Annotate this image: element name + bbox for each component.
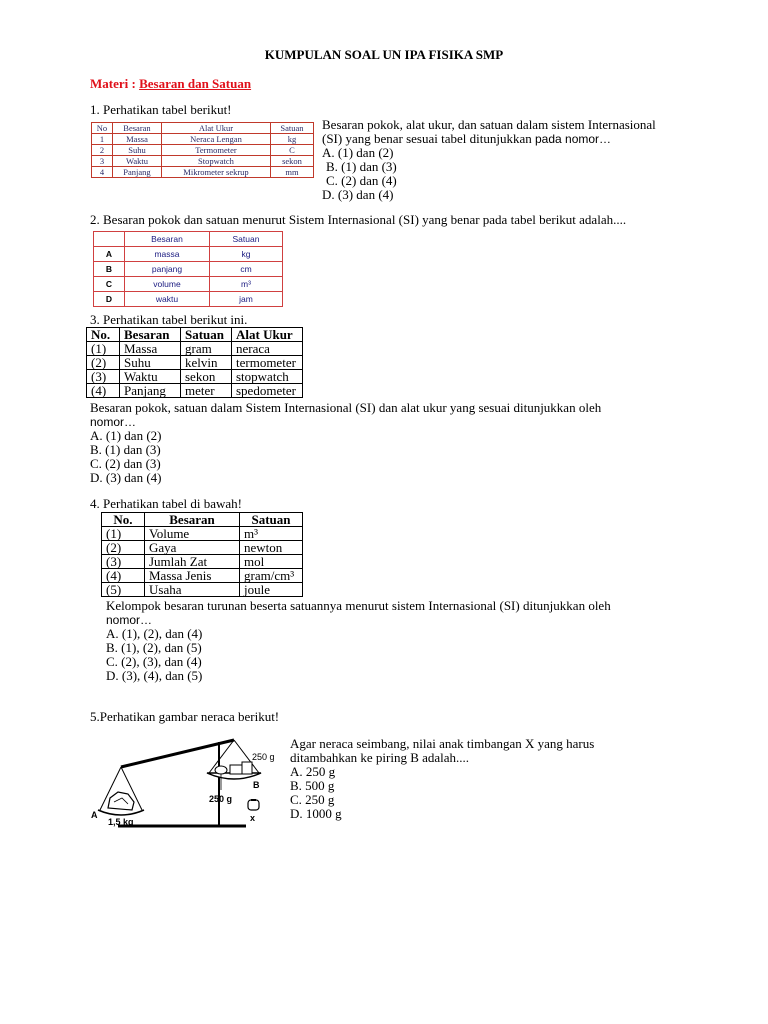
weight-x-icon	[248, 800, 259, 810]
label-a: A	[91, 810, 98, 820]
label-250g-bottom: 250 g	[209, 794, 233, 804]
table-cell: Suhu	[113, 145, 162, 156]
q3-prompt: 3. Perhatikan tabel berikut ini.	[90, 312, 248, 327]
table-cell: (5)	[102, 583, 145, 597]
table-header-cell: Besaran	[145, 513, 240, 527]
q4-option-c: C. (2), (3), dan (4)	[106, 654, 202, 669]
table-cell: jam	[210, 292, 283, 307]
table-cell: gram/cm³	[240, 569, 303, 583]
table-cell: Panjang	[113, 167, 162, 178]
table-header-row	[92, 123, 314, 134]
q5-option-c: C. 250 g	[290, 792, 335, 807]
table-cell: Waktu	[120, 370, 181, 384]
table-cell: meter	[181, 384, 232, 398]
weight-icon	[242, 762, 252, 774]
table-cell: massa	[125, 247, 210, 262]
table-cell: Massa	[113, 134, 162, 145]
table-row	[87, 342, 303, 356]
table-cell: (1)	[87, 342, 120, 356]
left-pan	[98, 810, 144, 815]
q4-option-a: A. (1), (2), dan (4)	[106, 626, 203, 641]
table-cell: Massa Jenis	[145, 569, 240, 583]
q2-prompt: 2. Besaran pokok dan satuan menurut Sistem Internasional (SI) yang benar pada tabel berikut adalah....	[90, 212, 627, 227]
table-row	[102, 541, 303, 555]
table-cell: spedometer	[232, 384, 303, 398]
q3-option-a: A. (1) dan (2)	[90, 428, 162, 443]
table-cell: Waktu	[113, 156, 162, 167]
table-header-row	[87, 328, 303, 342]
table-row	[87, 370, 303, 384]
table-row	[87, 384, 303, 398]
table-header-cell: Besaran	[125, 232, 210, 247]
q3-option-c: C. (2) dan (3)	[90, 456, 161, 471]
table-header-cell: No	[92, 123, 113, 134]
label-x: x	[250, 813, 256, 823]
table-cell: (3)	[102, 555, 145, 569]
q1-option-c: C. (2) dan (4)	[326, 173, 397, 188]
q2-table	[93, 231, 283, 307]
q5-prompt: 5.Perhatikan gambar neraca berikut!	[90, 709, 280, 724]
table-cell: stopwatch	[232, 370, 303, 384]
table-row	[92, 145, 314, 156]
table-cell: Panjang	[120, 384, 181, 398]
table-cell: (1)	[102, 527, 145, 541]
q4-table	[101, 512, 303, 597]
q4-option-b: B. (1), (2), dan (5)	[106, 640, 202, 655]
table-cell: waktu	[125, 292, 210, 307]
materi-topic: Besaran dan Satuan	[139, 76, 252, 91]
table-cell: sekon	[271, 156, 314, 167]
table-cell: Massa	[120, 342, 181, 356]
table-header-cell: Satuan	[181, 328, 232, 342]
q3-text-line-1: Besaran pokok, satuan dalam Sistem Internasional (SI) dan alat ukur yang sesuai ditunjukkan oleh	[90, 400, 602, 415]
q5-option-b: B. 500 g	[290, 778, 335, 793]
table-cell: A	[94, 247, 125, 262]
table-cell: 1	[92, 134, 113, 145]
q5-text-line-2: ditambahkan ke piring B adalah....	[290, 750, 470, 765]
table-row	[94, 292, 283, 307]
table-cell: 3	[92, 156, 113, 167]
table-header-cell: Alat Ukur	[232, 328, 303, 342]
table-cell: mol	[240, 555, 303, 569]
page-title: KUMPULAN SOAL UN IPA FISIKA SMP	[264, 47, 504, 62]
table-cell: Usaha	[145, 583, 240, 597]
label-b: B	[253, 780, 260, 790]
table-cell: (2)	[87, 356, 120, 370]
table-row	[92, 134, 314, 145]
table-cell: joule	[240, 583, 303, 597]
table-row	[87, 356, 303, 370]
table-header-cell: Satuan	[210, 232, 283, 247]
table-cell: B	[94, 262, 125, 277]
weight-icon	[215, 766, 227, 774]
table-cell: C	[94, 277, 125, 292]
q5-option-d: D. 1000 g	[290, 806, 342, 821]
q1-text-line-1: Besaran pokok, alat ukur, dan satuan dalam sistem Internasional	[322, 117, 656, 132]
table-header-cell: Besaran	[120, 328, 181, 342]
table-cell: Termometer	[162, 145, 271, 156]
table-cell: termometer	[232, 356, 303, 370]
table-cell: m³	[240, 527, 303, 541]
table-header-cell	[94, 232, 125, 247]
table-cell: (3)	[87, 370, 120, 384]
q5-option-a: A. 250 g	[290, 764, 336, 779]
table-header-cell: Besaran	[113, 123, 162, 134]
table-cell: Jumlah Zat	[145, 555, 240, 569]
q5-text-line-1: Agar neraca seimbang, nilai anak timbangan X yang harus	[290, 736, 595, 751]
table-cell: Volume	[145, 527, 240, 541]
q1-text-part: pada nomor…	[535, 132, 612, 146]
table-cell: (4)	[102, 569, 145, 583]
table-row	[102, 569, 303, 583]
table-row	[92, 167, 314, 178]
table-row	[102, 555, 303, 569]
table-row	[92, 156, 314, 167]
table-cell: 2	[92, 145, 113, 156]
table-cell: neraca	[232, 342, 303, 356]
weight-icon	[230, 765, 242, 774]
table-header-cell: No.	[87, 328, 120, 342]
table-cell: Neraca Lengan	[162, 134, 271, 145]
table-row	[94, 277, 283, 292]
table-cell: volume	[125, 277, 210, 292]
rock-icon	[108, 792, 134, 810]
table-row	[94, 247, 283, 262]
table-header-cell: No.	[102, 513, 145, 527]
table-cell: C	[271, 145, 314, 156]
label-1-5kg: 1,5 kg	[108, 817, 134, 827]
q3-option-b: B. (1) dan (3)	[90, 442, 161, 457]
q1-prompt: 1. Perhatikan tabel berikut!	[90, 102, 232, 117]
table-cell: D	[94, 292, 125, 307]
table-header-row	[102, 513, 303, 527]
table-cell: kelvin	[181, 356, 232, 370]
q1-option-a: A. (1) dan (2)	[322, 145, 394, 160]
table-cell: newton	[240, 541, 303, 555]
materi-label: Materi :	[90, 76, 140, 91]
balance-scale-figure	[88, 728, 288, 828]
q1-text-line-2	[322, 132, 611, 146]
q4-prompt: 4. Perhatikan tabel di bawah!	[90, 496, 242, 511]
q3-option-d: D. (3) dan (4)	[90, 470, 162, 485]
table-cell: (2)	[102, 541, 145, 555]
table-cell: Suhu	[120, 356, 181, 370]
table-header-cell: Satuan	[271, 123, 314, 134]
table-cell: Gaya	[145, 541, 240, 555]
materi-heading	[90, 76, 251, 92]
table-cell: panjang	[125, 262, 210, 277]
table-header-row	[94, 232, 283, 247]
q1-option-d: D. (3) dan (4)	[322, 187, 394, 202]
table-row	[94, 262, 283, 277]
q3-table	[86, 327, 303, 398]
q1-table	[91, 122, 314, 178]
q4-text-line-2: nomor…	[106, 613, 153, 627]
q4-option-d: D. (3), (4), dan (5)	[106, 668, 203, 683]
table-cell: Stopwatch	[162, 156, 271, 167]
table-header-cell: Satuan	[240, 513, 303, 527]
table-row	[102, 583, 303, 597]
q3-text-line-2: nomor…	[90, 415, 137, 429]
q1-text-part: (SI) yang benar sesuai tabel ditunjukkan	[322, 131, 535, 146]
label-250g-top: 250 g	[252, 752, 275, 762]
table-cell: sekon	[181, 370, 232, 384]
table-cell: cm	[210, 262, 283, 277]
table-cell: gram	[181, 342, 232, 356]
q1-option-b: B. (1) dan (3)	[326, 159, 397, 174]
table-cell: kg	[271, 134, 314, 145]
table-cell: m³	[210, 277, 283, 292]
table-cell: 4	[92, 167, 113, 178]
table-cell: (4)	[87, 384, 120, 398]
table-cell: Mikrometer sekrup	[162, 167, 271, 178]
q4-text-line-1: Kelompok besaran turunan beserta satuannya menurut sistem Internasional (SI) ditunjukkan oleh	[106, 598, 611, 613]
table-row	[102, 527, 303, 541]
table-header-cell: Alat Ukur	[162, 123, 271, 134]
table-cell: mm	[271, 167, 314, 178]
table-cell: kg	[210, 247, 283, 262]
